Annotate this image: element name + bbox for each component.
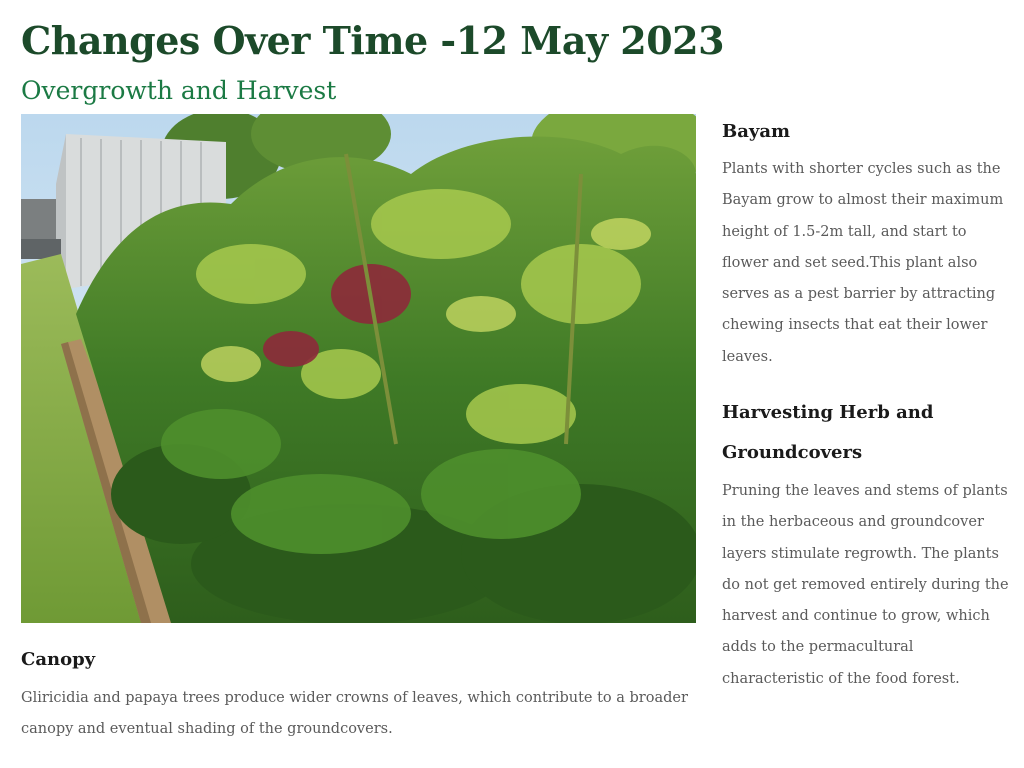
garden-photo-illustration: [21, 114, 696, 623]
bayam-text: Plants with shorter cycles such as the Bayam grow to almost their maximum height of 1.5-2m tall, and start to flower and set seed.This plant also serves as a pest barrier by attracting chewing insects that eat their lower leaves.: [722, 161, 1004, 365]
bayam-heading: Bayam: [722, 121, 791, 142]
canopy-text: Gliricidia and papaya trees produce wider crowns of leaves, which contribute to a broader canopy and eventual shading of the groundcovers.: [21, 690, 688, 737]
page-subtitle: Overgrowth and Harvest: [21, 76, 337, 105]
page-title: Changes Over Time -12 May 2023: [21, 18, 725, 63]
harvest-text: Pruning the leaves and stems of plants in the herbaceous and groundcover layers stimulate regrowth. The plants do not get removed entirely during the harvest and continue to grow, which adds to the permacultural characteristic of the food forest.: [722, 483, 1009, 687]
garden-photo: [21, 114, 696, 623]
canopy-heading: Canopy: [21, 649, 96, 670]
harvest-heading: Harvesting Herb and Groundcovers: [722, 402, 934, 463]
